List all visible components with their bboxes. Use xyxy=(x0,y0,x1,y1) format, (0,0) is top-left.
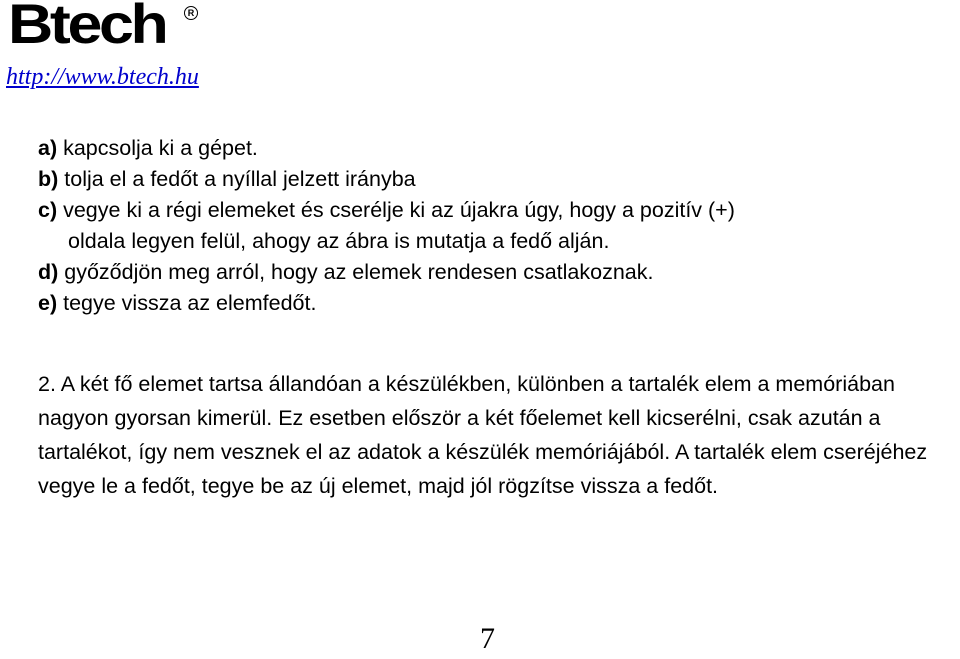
step-text-continued: oldala legyen felül, ahogy az ábra is mutatja a fedő alján. xyxy=(68,229,610,253)
battery-steps-list xyxy=(38,133,953,319)
step-label: c) xyxy=(38,198,58,222)
step-label: e) xyxy=(38,291,58,315)
step-text: kapcsolja ki a gépet. xyxy=(57,136,258,160)
step-text: győződjön meg arról, hogy az elemek rendesen csatlakoznak. xyxy=(58,260,654,284)
step-b xyxy=(38,164,953,195)
logo-wordmark: Btech xyxy=(8,0,166,55)
step-label: d) xyxy=(38,260,59,284)
step-c xyxy=(38,195,953,257)
step-d xyxy=(38,257,953,288)
step-text: tolja el a fedőt a nyíllal jelzett irányba xyxy=(58,167,416,191)
step-label: b) xyxy=(38,167,59,191)
step-e xyxy=(38,288,953,319)
step-text: vegye ki a régi elemeket és cserélje ki az újakra úgy, hogy a pozitív (+) xyxy=(57,198,735,222)
step-label: a) xyxy=(38,136,58,160)
page-number: 7 xyxy=(480,622,495,655)
registered-trademark-icon: R xyxy=(184,6,198,20)
website-link[interactable]: http://www.btech.hu xyxy=(6,64,199,90)
btech-logo xyxy=(8,0,166,55)
step-a xyxy=(38,133,953,164)
step-text: tegye vissza az elemfedőt. xyxy=(57,291,317,315)
backup-battery-paragraph: 2. A két fő elemet tartsa állandóan a készülékben, különben a tartalék elem a memóriában nagyon gyorsan kimerül. Ez esetben először a két főelemet kell kicserélni, csak azután a tartalékot, így nem vesznek el az adatok a készülék memóriájából. A tartalék elem cseréjéhez vegye le a fedőt, tegye be az új elemet, majd jól rögzítse vissza a fedőt. xyxy=(38,372,928,498)
